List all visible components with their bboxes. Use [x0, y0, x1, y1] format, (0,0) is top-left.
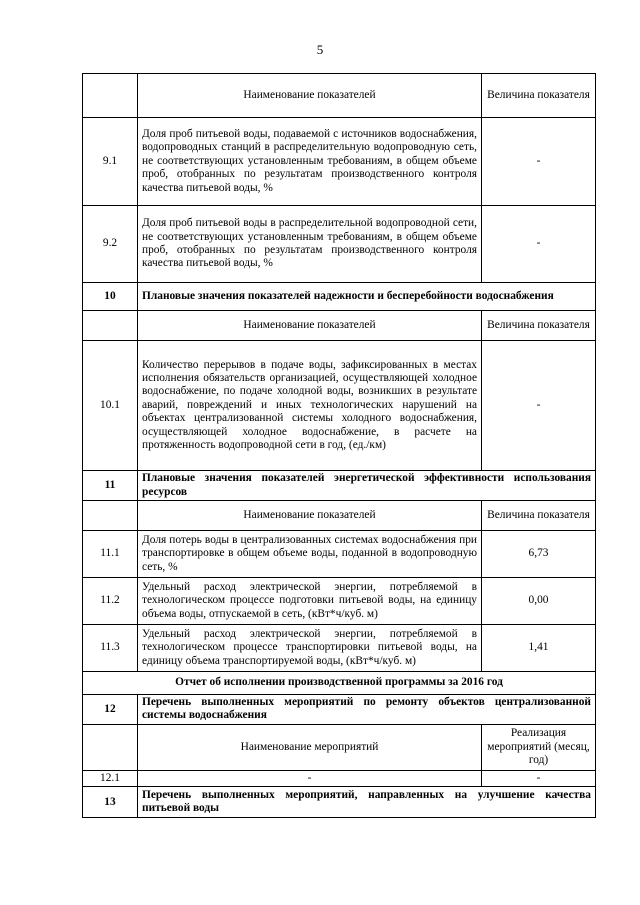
row-number: 9.2: [83, 206, 138, 283]
row-text: Удельный расход электрической энергии, потребляемой в технологическом процессе транспортировки питьевой воды, на единицу объема транспортируемой воды, (кВт*ч/куб. м): [138, 625, 482, 672]
row-text: Удельный расход электрической энергии, потребляемой в технологическом процессе подготовки питьевой воды, на единицу объема воды, отпускаемой в сеть, (кВт*ч/куб. м): [138, 578, 482, 625]
row-text: Количество перерывов в подаче воды, зафиксированных в местах исполнения обязательств организацией, осуществляющей холодное водоснабжение, по подаче холодной воды, возникших в результате аварий, повреждений и иных технологических нарушений на объектах централизованной системы холодного водоснабжения, осуществляющей холодное водоснабжение, в расчете на протяженность водопроводной сети в год, (ед./км): [138, 341, 482, 471]
row-value: -: [482, 341, 596, 471]
subheader-row: [83, 311, 596, 341]
section-row: [83, 283, 596, 311]
row-text: Доля проб питьевой воды, подаваемой с источников водоснабжения, водопроводных станций в распределительную водопроводную сеть, не соответствующих установленным требованиям, в общем объеме проб, отобранных по результатам производственного контроля качества питьевой воды, %: [138, 118, 482, 206]
subheader-value-cell: Величина показателя: [482, 311, 596, 341]
row-number: 10.1: [83, 341, 138, 471]
report-title: Отчет об исполнении производственной программы за 2016 год: [83, 672, 596, 695]
row-text: Доля потерь воды в централизованных системах водоснабжения при транспортировке в общем объеме воды, поданной в водопроводную сеть, %: [138, 531, 482, 578]
section-number: 10: [83, 283, 138, 311]
row-value: -: [482, 770, 596, 786]
row-value: 0,00: [482, 578, 596, 625]
row-number: 12.1: [83, 770, 138, 786]
subheader-empty-cell: [83, 311, 138, 341]
report-title-row: [83, 672, 596, 695]
subheader-empty-cell: [83, 724, 138, 770]
subheader-name-cell: Наименование показателей: [138, 501, 482, 531]
table-row: [83, 770, 596, 786]
subheader-name-cell: Наименование мероприятий: [138, 724, 482, 770]
subheader-row: [83, 724, 596, 770]
row-number: 11.1: [83, 531, 138, 578]
section-row: [83, 695, 596, 725]
header-empty-cell: [83, 74, 138, 118]
table-row: [83, 206, 596, 283]
row-number: 11.3: [83, 625, 138, 672]
row-value: 1,41: [482, 625, 596, 672]
row-text: Доля проб питьевой воды в распределительной водопроводной сети, не соответствующих установленным требованиям, в общем объеме проб, отобранных по результатам производственного контроля качества питьевой воды, %: [138, 206, 482, 283]
subheader-row: [83, 501, 596, 531]
section-title: Плановые значения показателей энергетической эффективности использования ресурсов: [138, 471, 596, 501]
table-header-row: [83, 74, 596, 118]
table-row: [83, 341, 596, 471]
subheader-name-cell: Наименование показателей: [138, 311, 482, 341]
row-number: 11.2: [83, 578, 138, 625]
section-title: Перечень выполненных мероприятий по ремонту объектов централизованной системы водоснабжения: [138, 695, 596, 725]
section-title: Плановые значения показателей надежности и бесперебойности водоснабжения: [138, 283, 596, 311]
subheader-value-cell: Реализация мероприятий (месяц, год): [482, 724, 596, 770]
section-row: [83, 471, 596, 501]
table-row: [83, 531, 596, 578]
indicators-table: [82, 73, 596, 818]
table-row: [83, 578, 596, 625]
section-number: 13: [83, 787, 138, 818]
row-number: 9.1: [83, 118, 138, 206]
row-value: -: [482, 118, 596, 206]
row-value: -: [482, 206, 596, 283]
section-number: 12: [83, 695, 138, 725]
section-title: Перечень выполненных мероприятий, направленных на улучшение качества питьевой воды: [138, 787, 596, 818]
table-row: [83, 625, 596, 672]
section-number: 11: [83, 471, 138, 501]
row-text: -: [138, 770, 482, 786]
subheader-value-cell: Величина показателя: [482, 501, 596, 531]
page-number: 5: [316, 42, 324, 57]
table-row: [83, 118, 596, 206]
row-value: 6,73: [482, 531, 596, 578]
section-row: [83, 787, 596, 818]
subheader-empty-cell: [83, 501, 138, 531]
header-value-cell: Величина показателя: [482, 74, 596, 118]
header-name-cell: Наименование показателей: [138, 74, 482, 118]
